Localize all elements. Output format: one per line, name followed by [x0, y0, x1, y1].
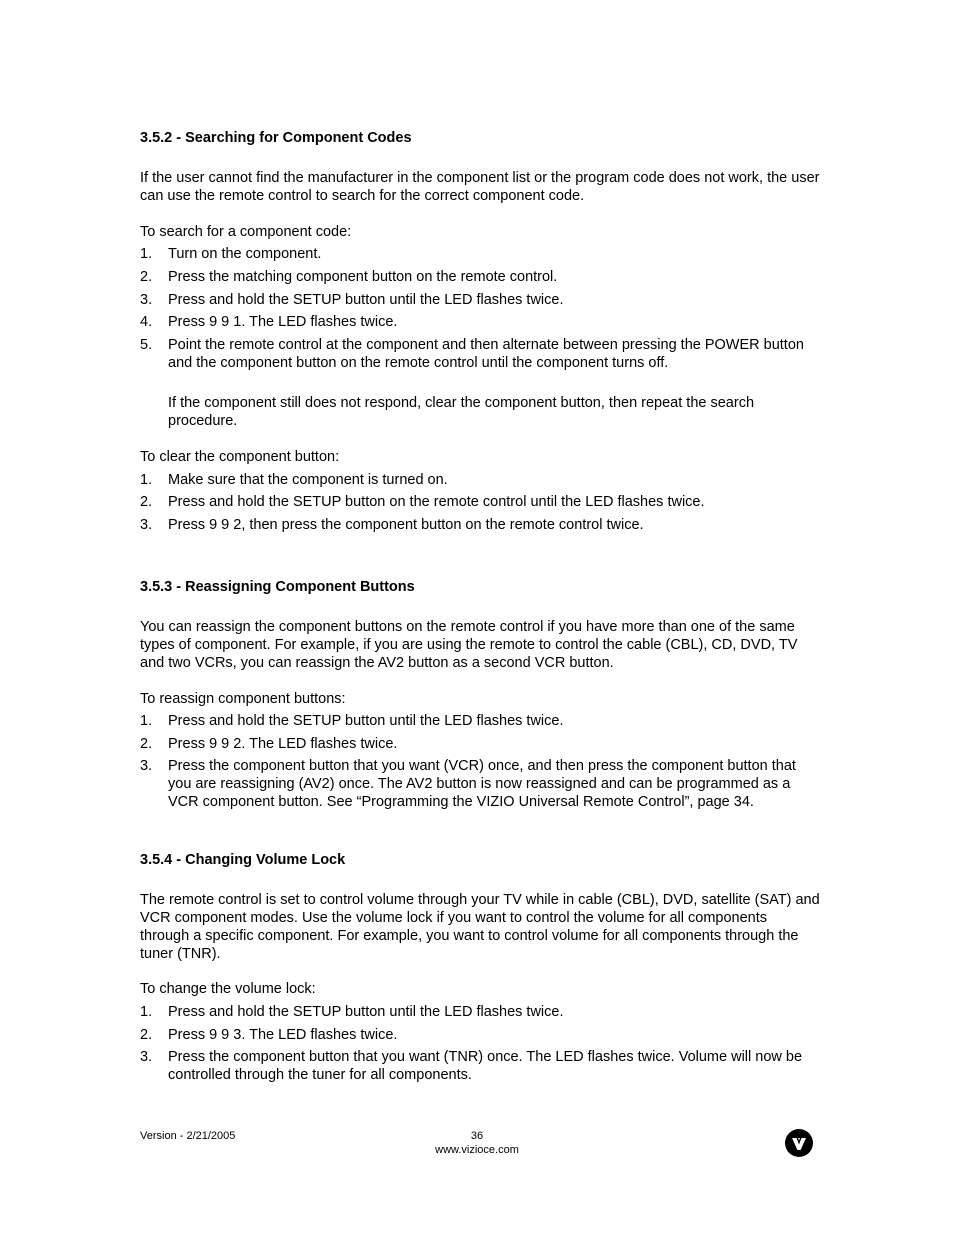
- reassign-lead-text: To reassign component buttons:: [140, 691, 346, 707]
- clear-step-text: Make sure that the component is turned on.: [168, 472, 448, 488]
- clear-lead-text: To clear the component button:: [140, 449, 340, 465]
- search-step-number: 4.: [140, 314, 153, 330]
- clear-step-text: Press and hold the SETUP button on the remote control until the LED flashes twice.: [168, 494, 705, 510]
- vizio-v-logo-icon: [785, 1129, 813, 1157]
- volume-step-number: 3.: [140, 1049, 153, 1065]
- volume-step-text: Press 9 9 3. The LED flashes twice.: [168, 1027, 398, 1043]
- clear-step-number: 3.: [140, 517, 153, 533]
- volume-step-text: Press and hold the SETUP button until the LED flashes twice.: [168, 1004, 564, 1020]
- reassigning-intro-paragraph: You can reassign the component buttons on the remote control if you have more than one of the same types of component. For example, if you are using the remote to control the cable (CBL), CD, DVD, TV and two VCRs, you can reassign the AV2 button as a second VCR button.: [140, 619, 798, 671]
- reassign-step-text: Press the component button that you want (VCR) once, and then press the component button that you are reassigning (AV2) once. The AV2 button is now reassigned and can be programmed as a VCR component button. See “Programming the VIZIO Universal Remote Control”, page 34.: [168, 758, 796, 810]
- reassign-step-text: Press and hold the SETUP button until the LED flashes twice.: [168, 713, 564, 729]
- clear-step-number: 1.: [140, 472, 153, 488]
- search-step-text: Turn on the component.: [168, 246, 322, 262]
- searching-intro-paragraph: If the user cannot find the manufacturer in the component list or the program code does not work, the user can use the remote control to search for the correct component code.: [140, 170, 820, 204]
- search-step-text: Press the matching component button on the remote control.: [168, 269, 558, 285]
- footer-version: Version - 2/21/2005: [140, 1130, 236, 1142]
- search-step-text: Press 9 9 1. The LED flashes twice.: [168, 314, 398, 330]
- volume-step-number: 2.: [140, 1027, 153, 1043]
- section-heading-searching-codes: 3.5.2 - Searching for Component Codes: [140, 130, 412, 146]
- search-step-number: 1.: [140, 246, 153, 262]
- section-heading-reassigning-buttons: 3.5.3 - Reassigning Component Buttons: [140, 579, 415, 595]
- volume-lock-lead-text: To change the volume lock:: [140, 981, 316, 997]
- search-note-paragraph: If the component still does not respond, clear the component button, then repeat the search procedure.: [168, 395, 755, 429]
- footer-website: www.vizioce.com: [435, 1144, 519, 1156]
- reassign-step-number: 2.: [140, 736, 153, 752]
- search-step-number: 2.: [140, 269, 153, 285]
- search-step-number: 5.: [140, 337, 153, 353]
- footer-page-number: 36: [470, 1130, 484, 1142]
- section-heading-volume-lock: 3.5.4 - Changing Volume Lock: [140, 852, 346, 868]
- volume-lock-intro-paragraph: The remote control is set to control volume through your TV while in cable (CBL), DVD, satellite (SAT) and VCR component modes. Use the volume lock if you want to control the volume for all components through a specific component. For example, you want to control volume for all components through the tuner (TNR).: [140, 892, 820, 962]
- search-step-number: 3.: [140, 292, 153, 308]
- reassign-step-text: Press 9 9 2. The LED flashes twice.: [168, 736, 398, 752]
- reassign-step-number: 1.: [140, 713, 153, 729]
- clear-step-number: 2.: [140, 494, 153, 510]
- volume-step-number: 1.: [140, 1004, 153, 1020]
- reassign-step-number: 3.: [140, 758, 153, 774]
- search-step-text: Press and hold the SETUP button until the LED flashes twice.: [168, 292, 564, 308]
- search-step-text: Point the remote control at the component and then alternate between pressing the POWER button and the component button on the remote control until the component turns off.: [168, 337, 804, 371]
- clear-step-text: Press 9 9 2, then press the component button on the remote control twice.: [168, 517, 644, 533]
- volume-step-text: Press the component button that you want (TNR) once. The LED flashes twice. Volume will now be controlled through the tuner for all components.: [168, 1049, 803, 1083]
- search-lead-text: To search for a component code:: [140, 224, 352, 240]
